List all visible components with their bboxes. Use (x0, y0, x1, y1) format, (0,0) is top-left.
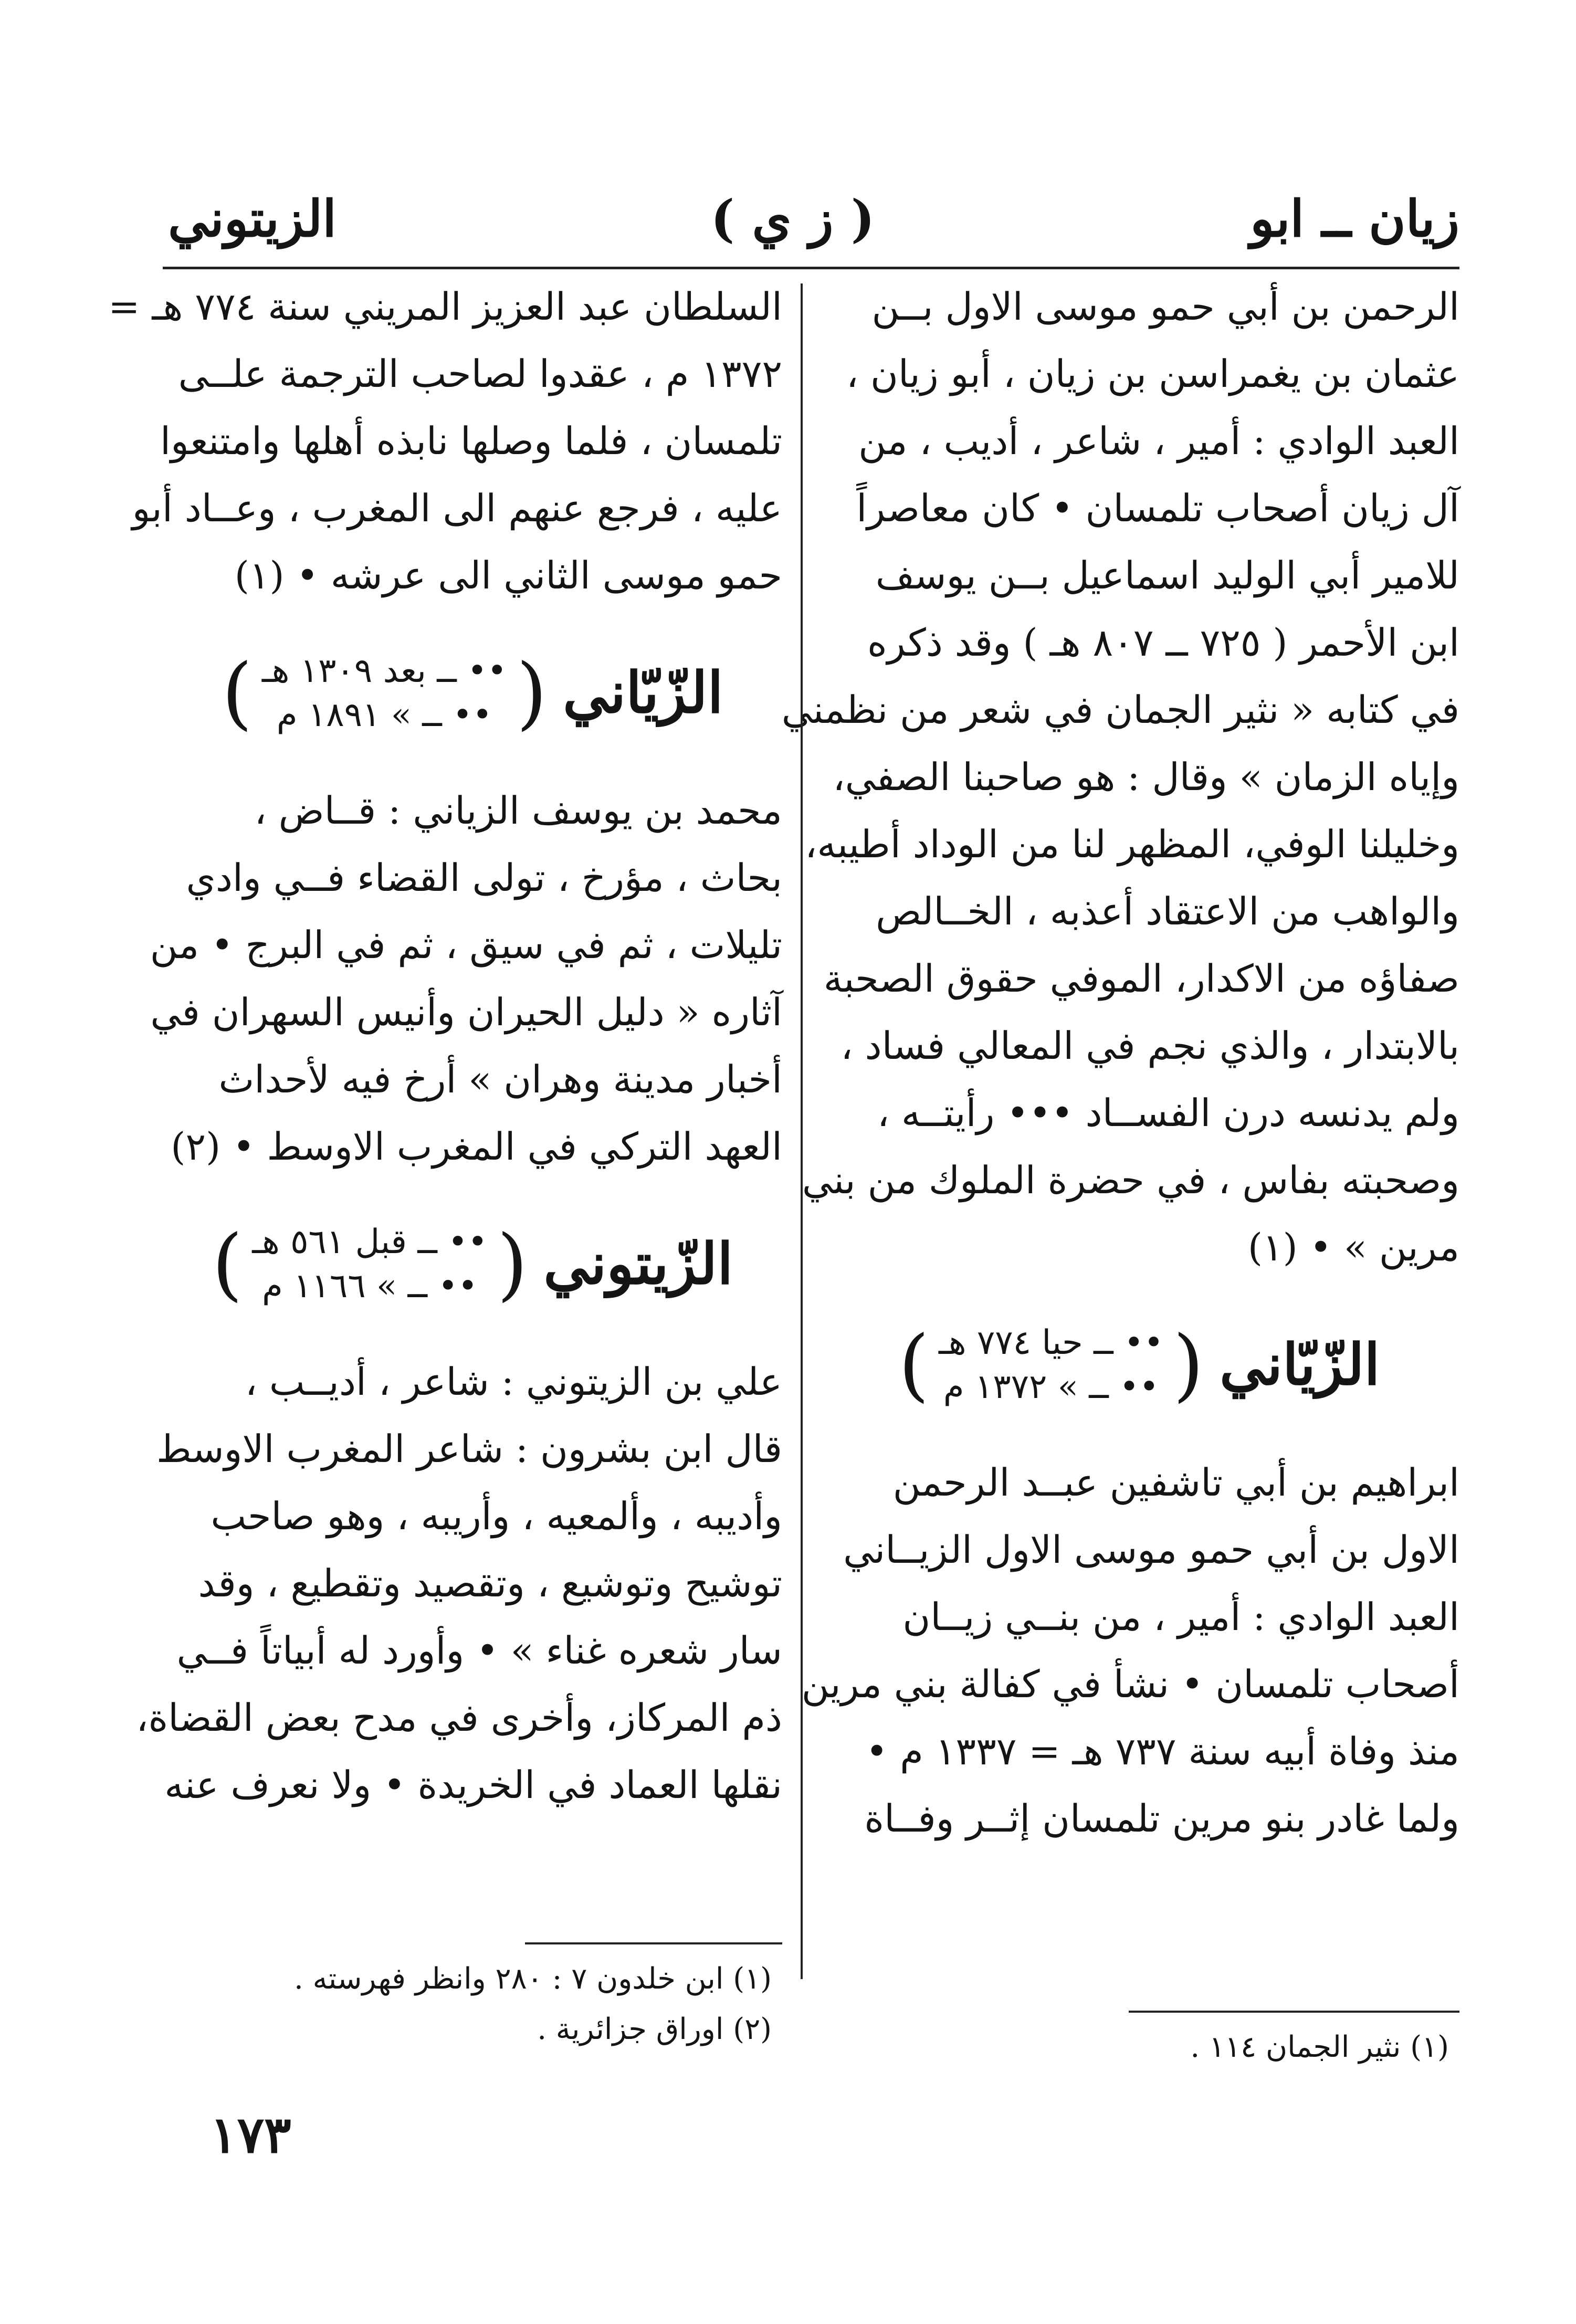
right-column (781, 273, 1459, 1852)
text-line: العبد الوادي : أمير ، شاعر ، أديب ، من (858, 419, 1459, 463)
text-line: الاول بن أبي حمو موسى الاول الزيــاني (843, 1528, 1459, 1572)
text-line: حمو موسى الثاني الى عرشه • (١) (234, 553, 782, 597)
paragraph (801, 1449, 1459, 1852)
text-line: عثمان بن يغمراسن بن زيان ، أبو زيان ، (846, 352, 1459, 396)
text-line: محمد بن يوسف الزياني : قــاض ، (254, 788, 782, 833)
column-divider (801, 283, 803, 1979)
text-line: بحاث ، مؤرخ ، تولى القضاء فــي وادي (186, 856, 782, 900)
entry-dates (212, 1220, 528, 1308)
text-line: وأديبه ، وألمعيه ، وأريبه ، وهو صاحب (211, 1494, 782, 1538)
text-line: ذم المركاز، وأخرى في مدح بعض القضاة، (136, 1696, 782, 1740)
hijri-date: •• ــ بعد ١٣٠٩ هـ (261, 651, 507, 690)
open-paren: ( (1173, 1319, 1204, 1411)
text-line: ولما غادر بنو مرين تلمسان إثــر وفــاة (864, 1796, 1459, 1841)
text-line: علي بن الزيتوني : شاعر ، أديــب ، (245, 1360, 782, 1404)
text-line: وخليلنا الوفي، المظهر لنا من الوداد أطيبه، (805, 822, 1459, 866)
text-line: تليلات ، ثم في سيق ، ثم في البرج • من (150, 923, 782, 967)
text-line: سار شعره غناء » • وأورد له أبياتاً فــي (176, 1628, 782, 1673)
entry-name: الزّيّاني (563, 660, 723, 726)
text-line: آل زيان أصحاب تلمسان • كان معاصراً (856, 486, 1459, 530)
text-line: العهد التركي في المغرب الاوسط • (٢) (171, 1124, 782, 1169)
text-line: منذ وفاة أبيه سنة ٧٣٧ هـ = ١٣٣٧ م • (865, 1729, 1459, 1773)
text-line: أخبار مدينة وهران » أرخ فيه لأحداث (218, 1057, 782, 1101)
text-line: أصحاب تلمسان • نشأ في كفالة بني مرين (801, 1662, 1459, 1706)
open-paren: ( (516, 647, 548, 739)
entry-name: الزّيّاني (1219, 1332, 1380, 1398)
gregorian-date: •• ــ » ١٣٧٢ م (943, 1368, 1159, 1406)
text-line: قال ابن بشرون : شاعر المغرب الاوسط (156, 1427, 782, 1471)
left-column (108, 273, 782, 1818)
text-line: تلمسان ، فلما وصلها نابذه أهلها وامتنعوا (160, 419, 782, 463)
text-line: عليه ، فرجع عنهم الى المغرب ، وعــاد أبو (132, 486, 782, 530)
text-line: نقلها العماد في الخريدة • ولا نعرف عنه (164, 1763, 782, 1807)
footnote-rule (1129, 2011, 1459, 2013)
open-paren: ( (497, 1218, 528, 1310)
footnote: (١) ابن خلدون ٧ : ٢٨٠ وانظر فهرسته . (293, 1962, 772, 1996)
close-paren: ) (222, 647, 253, 739)
footnotes (220, 1954, 772, 2055)
text-line: وإياه الزمان » وقال : هو صاحبنا الصفي، (833, 755, 1459, 799)
footnote: (٢) اوراق جزائرية . (537, 2012, 772, 2046)
text-line: مرين » • (١) (1247, 1225, 1459, 1269)
paragraph (136, 1348, 782, 1818)
text-line: والواهب من الاعتقاد أعذبه ، الخــالص (876, 889, 1459, 933)
text-line: توشيح وتوشيع ، وتقصيد وتقطيع ، وقد (198, 1561, 782, 1605)
entry-name: الزّيتوني (543, 1231, 733, 1297)
text-line: السلطان عبد العزيز المريني سنة ٧٧٤ هـ = (108, 285, 782, 329)
entry-heading (163, 1180, 782, 1348)
close-paren: ) (898, 1319, 930, 1411)
close-paren: ) (212, 1218, 243, 1310)
text-line: للامير أبي الوليد اسماعيل بــن يوسف (875, 553, 1459, 597)
gregorian-date: •• ــ » ١١٦٦ م (262, 1267, 478, 1306)
text-line: ولم يدنسه درن الفســاد ••• رأيتــه ، (877, 1091, 1459, 1135)
page-number: ١٧٣ (210, 2105, 291, 2164)
running-header-left: الزيتوني (168, 189, 337, 248)
text-line: وصحبته بفاس ، في حضرة الملوك من بني (802, 1158, 1459, 1202)
text-line: ١٣٧٢ م ، عقدوا لصاحب الترجمة علــى (178, 352, 782, 396)
paragraph (781, 273, 1459, 1281)
paragraph (108, 273, 782, 609)
running-header-section: ( ز ي ) (710, 189, 875, 248)
footnote: (١) نثير الجمان ١١٤ . (1190, 2030, 1449, 2064)
footnote-rule (525, 1942, 782, 1944)
hijri-date: •• ــ قبل ٥٦١ هـ (252, 1223, 488, 1261)
text-line: في كتابه « نثير الجمان في شعر من نظمني (781, 688, 1459, 732)
text-line: العبد الوادي : أمير ، من بنــي زيــان (902, 1595, 1459, 1639)
entry-heading (163, 609, 782, 777)
entry-dates (222, 649, 547, 737)
paragraph (150, 777, 782, 1180)
footnotes (871, 2022, 1449, 2073)
text-line: ابراهيم بن أبي تاشفين عبــد الرحمن (892, 1460, 1459, 1505)
running-header-right: زيان ــ ابو (1250, 189, 1459, 248)
entry-heading (819, 1281, 1459, 1449)
text-line: بالابتدار ، والذي نجم في المعالي فساد ، (840, 1024, 1459, 1068)
gregorian-date: •• ــ » ١٨٩١ م (276, 696, 492, 734)
text-line: ابن الأحمر ( ٧٢٥ ــ ٨٠٧ هـ ) وقد ذكره (867, 621, 1459, 665)
text-line: الرحمن بن أبي حمو موسى الاول بــن (871, 285, 1459, 329)
hijri-date: •• ــ حيا ٧٧٤ هـ (939, 1323, 1164, 1362)
entry-dates (899, 1321, 1204, 1409)
text-line: صفاؤه من الاكدار، الموفي حقوق الصحبة (823, 956, 1459, 1001)
text-line: آثاره « دليل الحيران وأنيس السهران في (150, 990, 782, 1034)
header-rule (163, 267, 1459, 269)
